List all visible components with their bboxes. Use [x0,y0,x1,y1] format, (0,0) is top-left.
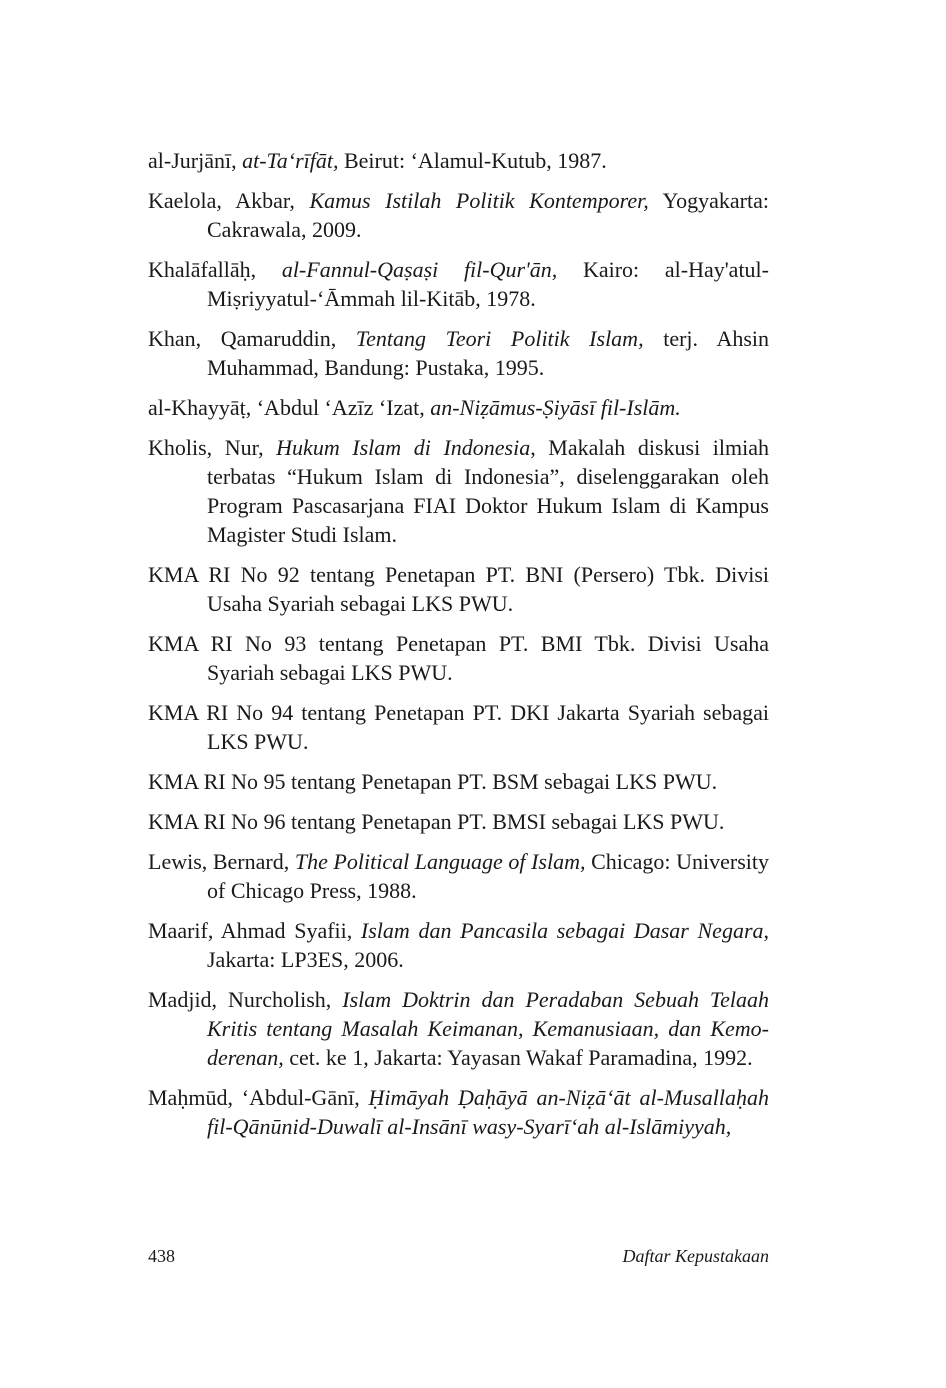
entry-text: KMA RI No 95 tentang Penetapan PT. BSM sebagai LKS PWU. [148,769,718,794]
bibliography-entry [148,255,769,313]
entry-text: KMA RI No 93 tentang Penetapan PT. BMI Tbk. Divisi Usaha Syariah sebagai LKS PWU. [148,631,769,685]
page-number: 438 [148,1246,175,1266]
entry-text: , Jakarta: LP3ES, 2006. [207,918,769,972]
entry-text: Khan, Qamaruddin, [148,326,356,351]
entry-title: at-Ta‘rīfāt, [242,148,339,173]
entry-text: Yogyakarta: Cakrawala, 2009. [207,188,770,242]
entry-title: Ḥimāyah Ḍaḥāyā an-Niẓā‘āt al-Musallaḥah fil-Qānūnid-Duwalī al-Insānī wasy-Syarī‘ah al-Islāmiyyah, [207,1085,770,1139]
entry-title: Kamus Istilah Politik Kontemporer, [309,188,649,213]
entry-text: Beirut: ‘Alamul-Kutub, 1987. [338,148,607,173]
page-footer [148,1246,769,1272]
entry-title: an-Niẓāmus-Ṣiyāsī fil-Islām. [430,395,681,420]
entry-title: Islam Doktrin dan Peradaban Sebuah Telaah Kritis tentang Masalah Keimanan, Kemanusiaan, dan Kemo-derenan, [207,987,769,1070]
entry-text: Maḥmūd, ‘Abdul-Gānī, [148,1085,369,1110]
bibliography-entry [148,767,769,796]
entry-title: Tentang Teori Politik Islam, [355,326,644,351]
running-footer-title: Daftar Kepustakaan [622,1246,769,1266]
bibliography-entry [148,560,769,618]
bibliography-entry [148,186,769,244]
bibliography-entry [148,146,769,175]
bibliography-entry [148,433,769,549]
entry-text: Khalāfallāḥ, [148,257,282,282]
entry-text: cet. ke 1, Jakarta: Yayasan Wakaf Paramadina, 1992. [283,1045,753,1070]
entry-title: al-Fannul-Qaṣaṣi fil-Qur'ān, [281,257,558,282]
entry-title: Islam dan Pancasila sebagai Dasar Negara [360,918,764,943]
bibliography-entry [148,698,769,756]
entry-text: Kholis, Nur, [148,435,277,460]
entry-text: Kaelola, Akbar, [148,188,310,213]
bibliography-entry [148,324,769,382]
entry-text: al-Jurjānī, [148,148,243,173]
entry-title: The Political Language of Islam, [294,849,586,874]
bibliography-entry [148,1083,769,1141]
entry-title: Hukum Islam di Indonesia [276,435,531,460]
entry-text: terj. Ahsin Muhammad, Bandung: Pustaka, 1995. [207,326,770,380]
entry-text: KMA RI No 94 tentang Penetapan PT. DKI Jakarta Syariah sebagai LKS PWU. [148,700,769,754]
bibliography-entry [148,629,769,687]
entry-text: KMA RI No 92 tentang Penetapan PT. BNI (Persero) Tbk. Divisi Usaha Syariah sebagai LKS PWU. [148,562,769,616]
bibliography-entry [148,916,769,974]
entry-text: Lewis, Bernard, [148,849,295,874]
entry-text: Maarif, Ahmad Syafii, [148,918,361,943]
entry-text: KMA RI No 96 tentang Penetapan PT. BMSI sebagai LKS PWU. [148,809,725,834]
entry-text: al-Khayyāṭ, ‘Abdul ‘Azīz ‘Izat, [148,395,431,420]
entry-text: Madjid, Nurcholish, [148,987,343,1012]
entry-text: Chicago: University of Chicago Press, 1988. [207,849,770,903]
bibliography-entry [148,807,769,836]
entry-text: , Makalah diskusi ilmiah terbatas “Hukum Islam di Indonesia”, diselenggarakan oleh Program Pascasarjana FIAI Doktor Hukum Islam di Kampus Magister Studi Islam. [207,435,769,547]
bibliography-list [148,146,769,1152]
bibliography-entry [148,847,769,905]
bibliography-entry [148,985,769,1072]
bibliography-entry [148,393,769,422]
entry-text: Kairo: al-Hay'atul-Miṣriyyatul-‘Āmmah lil-Kitāb, 1978. [207,257,769,311]
